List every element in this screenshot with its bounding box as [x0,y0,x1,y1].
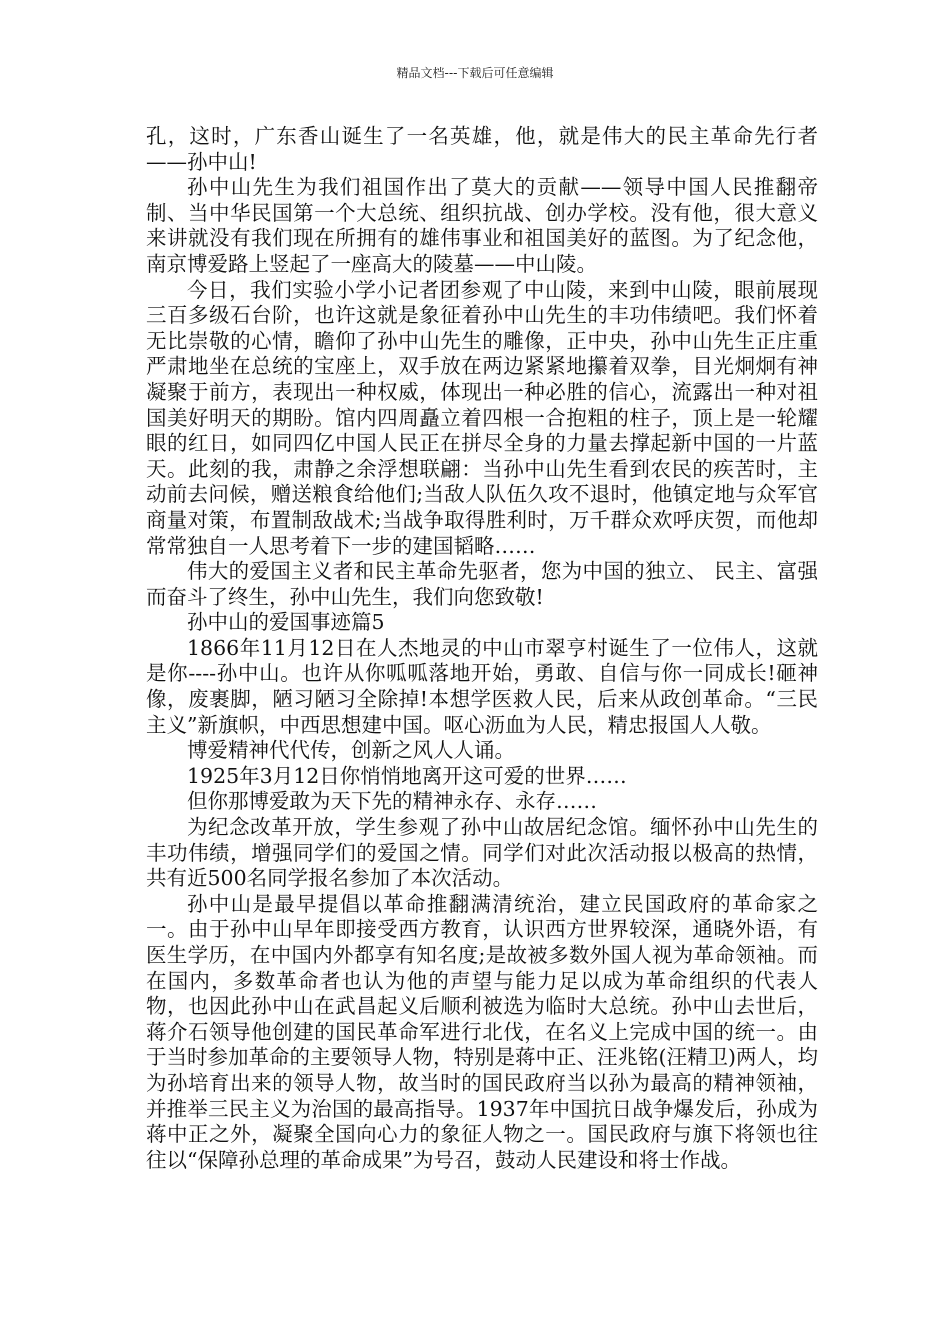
page-header: 精品文档---下载后可任意编辑 [396,66,554,80]
paragraph-8: 但你那博爱敢为天下先的精神永存、永存…… [187,789,597,814]
paragraph-10: 孙中山是最早提倡以革命推翻满清统治，建立民国政府的革命家之一。由于孙中山早年即接受西方教育，认识西方世界较深，通晓外语，有医生学历，在中国内外都享有知名度;是故被多数外国人视为革命领袖。而在国内，多数革命者也认为他的声望与能力足以成为革命组织的代表人物，也因此孙中山在武昌起义后顺利被选为临时大总统。孙中山去世后，蒋介石领导他创建的国民革命军进行北伐，在名义上完成中国的统一。由于当时参加革命的主要领导人物，特别是蒋中正、汪兆铭(汪精卫)两人，均为孙培育出来的领导人物，故当时的国民政府当以孙为最高的精神领袖，并推举三民主义为治国的最高指导。1937年中国抗日战争爆发后，孙成为蒋中正之外，凝聚全国向心力的象征人物之一。国民政府与旗下将领也往往以“保障孙总理的革命成果”为号召，鼓动人民建设和将士作战。 [146,891,818,1172]
paragraph-6: 博爱精神代代传，创新之风人人诵。 [187,738,515,763]
paragraph-7: 1925年3月12日你悄悄地离开这可爱的世界…… [187,763,627,788]
paragraph-4: 伟大的爱国主义者和民主革命先驱者，您为中国的独立、 民主、富强而奋斗了终生，孙中山先生，我们向您致敬! [146,559,818,609]
paragraph-9: 为纪念改革开放，学生参观了孙中山故居纪念馆。缅怀孙中山先生的丰功伟绩，增强同学们的爱国之情。同学们对此次活动报以极高的热情，共有近500名同学报名参加了本次活动。 [146,815,818,891]
paragraph-5: 1866年11月12日在人杰地灵的中山市翠亨村诞生了一位伟人，这就是你----孙中山。也许从你呱呱落地开始，勇敢、自信与你一同成长!砸神像，废裹脚，陋习陋习全除掉!本想学医救人民，后来从政创革命。“三民主义”新旗帜，中西思想建中国。呕心沥血为人民，精忠报国人人敬。 [146,635,818,737]
paragraph-1: 孔，这时，广东香山诞生了一名英雄，他，就是伟大的民主革命先行者——孙中山! [146,124,818,174]
paragraph-3: 今日，我们实验小学小记者团参观了中山陵，来到中山陵，眼前展现三百多级石台阶，也许这就是象征着孙中山先生的丰功伟绩吧。我们怀着无比崇敬的心情，瞻仰了孙中山先生的雕像，正中央，孙中山先生正庄重严肃地坐在总统的宝座上，双手放在两边紧紧地攥着双拳，目光炯炯有神凝聚于前方，表现出一种权威，体现出一种必胜的信心，流露出一种对祖国美好明天的期盼。馆内四周矗立着四根一合抱粗的柱子，顶上是一轮耀眼的红日，如同四亿中国人民正在拼尽全身的力量去撑起新中国的一片蓝天。此刻的我，肃静之余浮想联翩：当孙中山先生看到农民的疾苦时，主动前去问候，赠送粮食给他们;当敌人队伍久攻不退时，他镇定地与众军官商量对策，布置制敌战术;当战争取得胜利时，万千群众欢呼庆贺，而他却常常独自一人思考着下一步的建国韬略…… [146,277,818,558]
section-heading: 孙中山的爱国事迹篇5 [187,610,385,635]
paragraph-2: 孙中山先生为我们祖国作出了莫大的贡献——领导中国人民推翻帝制、当中华民国第一个大总统、组织抗战、创办学校。没有他，很大意义来讲就没有我们现在所拥有的雄伟事业和祖国美好的蓝图。为了纪念他，南京博爱路上竖起了一座高大的陵墓——中山陵。 [146,175,818,276]
document-body [146,124,818,1173]
